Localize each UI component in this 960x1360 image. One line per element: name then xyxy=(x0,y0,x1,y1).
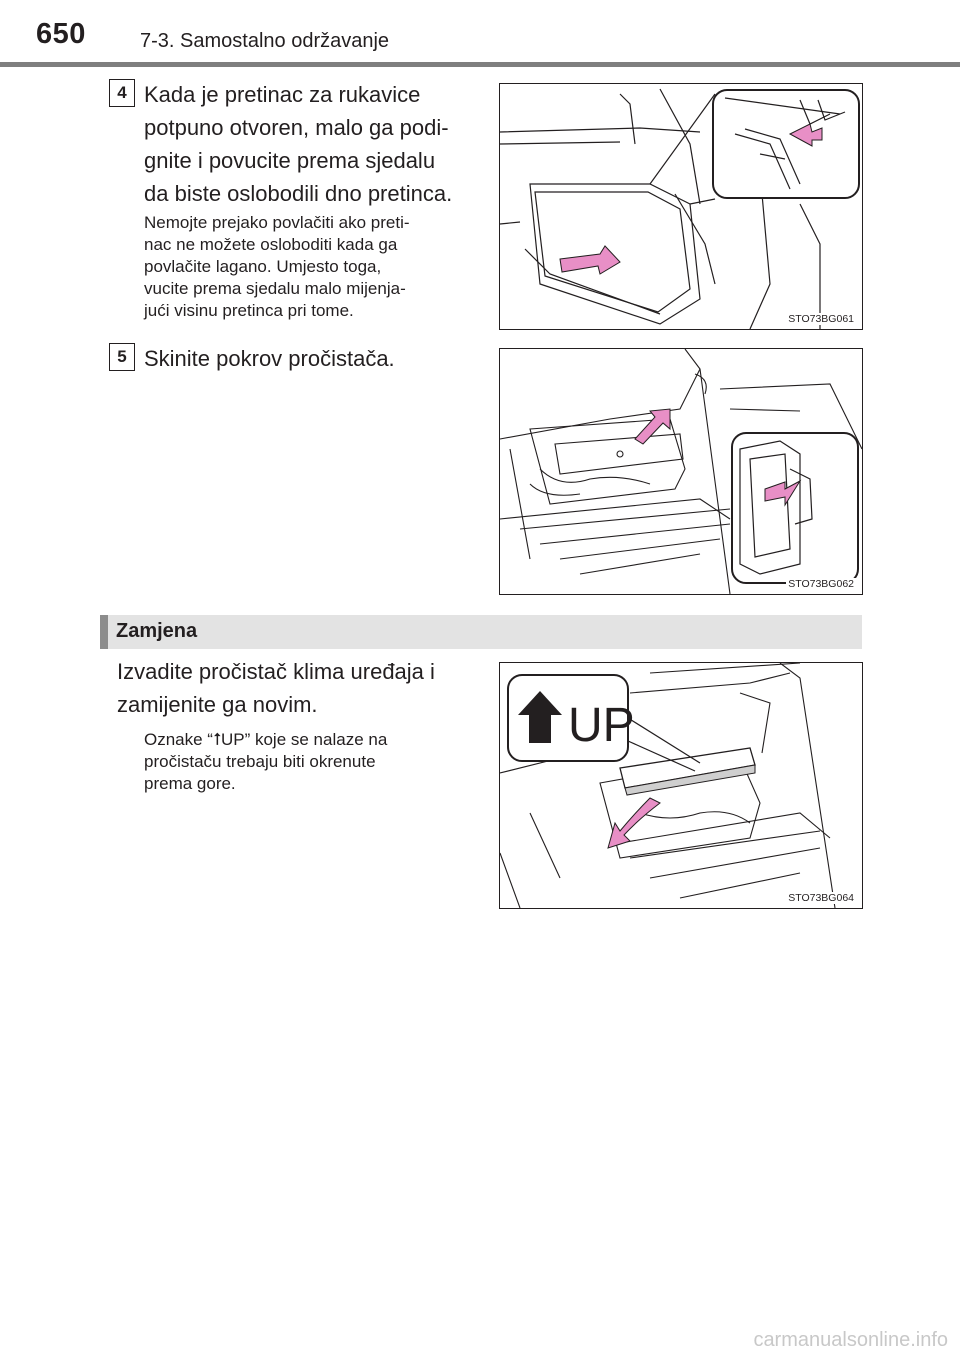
text-line: Izvadite pročistač klima uređaja i xyxy=(117,659,435,684)
glovebox-illustration xyxy=(500,84,862,329)
text-line: jući visinu pretinca pri tome. xyxy=(144,301,354,320)
text-line: zamijenite ga novim. xyxy=(117,692,318,717)
text-line: prema gore. xyxy=(144,774,236,793)
figure-code: STO73BG064 xyxy=(788,892,854,904)
filter-replace-illustration xyxy=(500,663,862,908)
filter-cover-illustration xyxy=(500,349,862,594)
up-callout xyxy=(508,675,635,761)
text-line: pročistaču trebaju biti okrenute xyxy=(144,752,376,771)
text-line: gnite i povucite prema sjedalu xyxy=(144,148,436,173)
text-line: potpuno otvoren, malo ga podi- xyxy=(144,115,449,140)
subsection-header xyxy=(100,615,862,649)
text-line: Skinite pokrov pročistača. xyxy=(144,346,395,371)
figure-glovebox-open xyxy=(499,83,863,330)
text-line: povlačite lagano. Umjesto toga, xyxy=(144,257,382,276)
step-4-main-text xyxy=(144,78,476,210)
text-line: Kada je pretinac za rukavice xyxy=(144,82,421,107)
step-badge-5: 5 xyxy=(109,343,135,371)
up-label: UP xyxy=(568,699,635,752)
step-badge-4: 4 xyxy=(109,79,135,107)
section-title: 7-3. Samostalno održavanje xyxy=(140,30,390,52)
text-line: Oznake “⭡UP” koje se nalaze na xyxy=(144,730,388,749)
step-5-main-text xyxy=(144,342,476,375)
subsection-note-text xyxy=(144,729,476,795)
callout-inset xyxy=(732,433,858,583)
page-number: 650 xyxy=(36,18,86,50)
step-4-note-text xyxy=(144,212,476,322)
text-line: da biste oslobodili dno pretinca. xyxy=(144,181,453,206)
text-line: nac ne možete osloboditi kada ga xyxy=(144,235,398,254)
subsection-accent xyxy=(100,615,108,649)
text-line: Nemojte prejako povlačiti ako preti- xyxy=(144,213,410,232)
figure-code: STO73BG061 xyxy=(788,313,854,325)
header-rule xyxy=(0,62,960,67)
figure-filter-cover xyxy=(499,348,863,595)
subsection-main-text xyxy=(117,655,476,721)
subsection-title: Zamjena xyxy=(116,620,198,642)
figure-code: STO73BG062 xyxy=(788,578,854,590)
callout-inset xyxy=(713,90,859,198)
watermark: carmanualsonline.info xyxy=(753,1329,948,1351)
text-line: vucite prema sjedalu malo mijenja- xyxy=(144,279,406,298)
figure-filter-replace xyxy=(499,662,863,909)
